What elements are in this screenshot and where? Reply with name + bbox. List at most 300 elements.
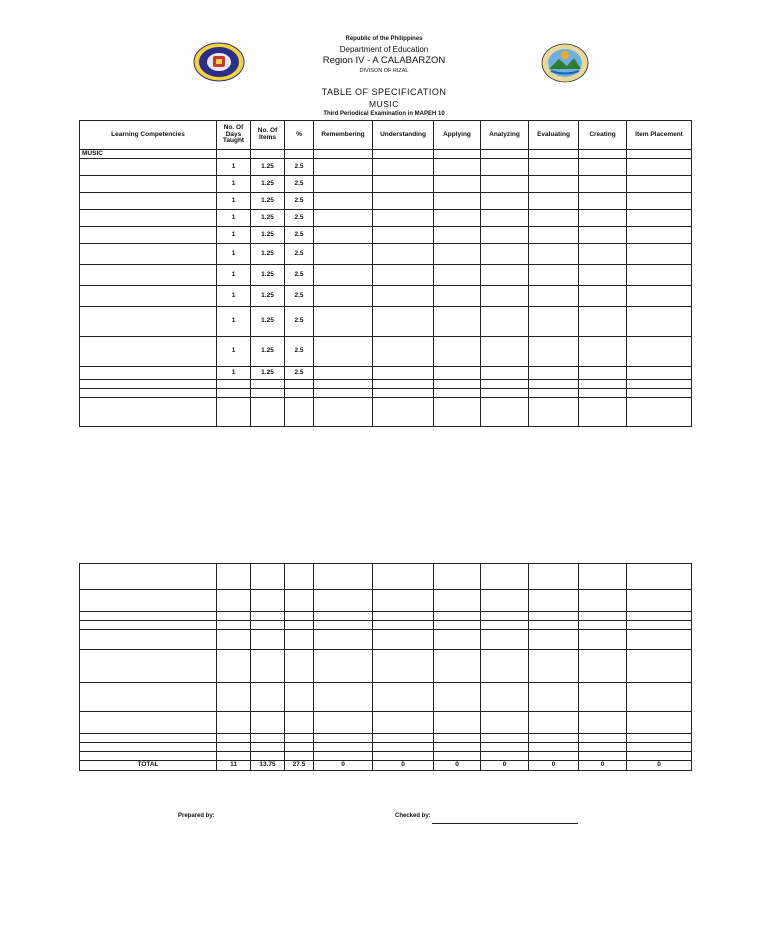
table-cell [314, 367, 373, 380]
table-row [80, 621, 692, 630]
total-cell: 11 [217, 761, 251, 771]
table-cell [529, 590, 579, 612]
table-cell: 1.25 [251, 193, 285, 210]
table-cell [434, 244, 481, 265]
table-cell [481, 244, 529, 265]
table-cell [529, 244, 579, 265]
column-header: Creating [579, 121, 627, 150]
table-cell [529, 380, 579, 389]
table-cell [80, 193, 217, 210]
table-cell [373, 286, 434, 307]
table-cell: 2.5 [285, 244, 314, 265]
table-cell [373, 193, 434, 210]
table-row [80, 193, 692, 210]
table-cell [314, 176, 373, 193]
table-cell: 1 [217, 210, 251, 227]
table-cell [217, 398, 251, 427]
column-header: Evaluating [529, 121, 579, 150]
table-cell: 2.5 [285, 337, 314, 367]
table-row [80, 337, 692, 367]
checked-by-signature-line [432, 823, 578, 824]
table-cell [314, 307, 373, 337]
table-row [80, 265, 692, 286]
table-cell: 1.25 [251, 227, 285, 244]
column-header: Applying [434, 121, 481, 150]
table-cell [314, 265, 373, 286]
table-cell [373, 244, 434, 265]
table-cell [627, 265, 692, 286]
table-cell [579, 380, 627, 389]
table-cell [579, 307, 627, 337]
table-cell [217, 752, 251, 761]
table-cell [481, 621, 529, 630]
table-cell [579, 265, 627, 286]
table-cell: 2.5 [285, 159, 314, 176]
table-cell [579, 743, 627, 752]
table-cell: 1 [217, 244, 251, 265]
table-row [80, 650, 692, 683]
table-row [80, 712, 692, 734]
table-cell [217, 150, 251, 159]
table-cell [627, 612, 692, 621]
table-cell [529, 193, 579, 210]
rizal-division-seal-icon [541, 43, 589, 83]
table-cell [80, 564, 217, 590]
table-cell [579, 176, 627, 193]
table-cell [373, 683, 434, 712]
table-cell [434, 227, 481, 244]
table-cell [217, 590, 251, 612]
table-cell [627, 398, 692, 427]
table-cell [481, 210, 529, 227]
total-cell: 0 [627, 761, 692, 771]
table-cell [434, 630, 481, 650]
table-cell [434, 265, 481, 286]
table-cell [529, 743, 579, 752]
table-cell [285, 612, 314, 621]
table-cell [627, 683, 692, 712]
table-cell [251, 683, 285, 712]
table-cell [529, 210, 579, 227]
table-row [80, 683, 692, 712]
table-cell [579, 734, 627, 743]
table-cell: 1 [217, 265, 251, 286]
table-cell [529, 621, 579, 630]
table-cell [373, 337, 434, 367]
table-cell [481, 734, 529, 743]
table-cell [627, 712, 692, 734]
table-row [80, 210, 692, 227]
column-header: Analyzing [481, 121, 529, 150]
table-cell [481, 389, 529, 398]
table-cell [579, 650, 627, 683]
table-cell [579, 590, 627, 612]
table-cell [373, 159, 434, 176]
table-cell: 1 [217, 367, 251, 380]
table-cell [627, 159, 692, 176]
table-cell [314, 564, 373, 590]
table-cell [627, 650, 692, 683]
table-cell [80, 227, 217, 244]
table-cell [627, 367, 692, 380]
table-cell [80, 159, 217, 176]
table-cell [373, 265, 434, 286]
table-cell [251, 650, 285, 683]
table-cell [434, 286, 481, 307]
table-cell [285, 398, 314, 427]
table-cell [285, 743, 314, 752]
table-row [80, 159, 692, 176]
table-cell [314, 389, 373, 398]
table-cell [373, 380, 434, 389]
table-cell [434, 564, 481, 590]
checked-by-label: Checked by: [395, 813, 431, 819]
table-cell [80, 265, 217, 286]
table-cell [627, 150, 692, 159]
table-cell: 1 [217, 307, 251, 337]
table-cell [481, 286, 529, 307]
column-header: % [285, 121, 314, 150]
table-cell [373, 227, 434, 244]
table-cell: 2.5 [285, 193, 314, 210]
table-cell [314, 630, 373, 650]
table-cell [80, 367, 217, 380]
table-cell [434, 398, 481, 427]
deped-seal-icon [193, 42, 245, 82]
table-cell [373, 752, 434, 761]
table-cell [434, 159, 481, 176]
table-cell: 1.25 [251, 367, 285, 380]
table-cell [80, 307, 217, 337]
total-cell: 0 [373, 761, 434, 771]
table-cell [481, 650, 529, 683]
column-header: Understanding [373, 121, 434, 150]
table-cell [434, 621, 481, 630]
section-row [80, 150, 692, 159]
table-cell [434, 337, 481, 367]
table-row [80, 612, 692, 621]
table-cell [481, 752, 529, 761]
table-cell [373, 367, 434, 380]
table-cell [251, 621, 285, 630]
table-cell [314, 752, 373, 761]
table-cell [285, 650, 314, 683]
table-cell [434, 389, 481, 398]
total-cell: 27.5 [285, 761, 314, 771]
table-cell [285, 734, 314, 743]
table-cell [481, 227, 529, 244]
table-cell [481, 193, 529, 210]
table-cell [434, 712, 481, 734]
table-cell [285, 683, 314, 712]
table-cell: 1 [217, 193, 251, 210]
table-cell: 2.5 [285, 227, 314, 244]
table-cell [579, 389, 627, 398]
republic-text: Republic of the Philippines [345, 36, 423, 42]
prepared-by-label: Prepared by: [178, 813, 215, 819]
division-text: DIVISON OF RIZAL [359, 68, 409, 74]
table-cell [314, 590, 373, 612]
table-cell: 1.25 [251, 176, 285, 193]
table-cell [285, 150, 314, 159]
table-cell [80, 612, 217, 621]
table-cell [217, 564, 251, 590]
table-cell [314, 612, 373, 621]
header-row [80, 121, 692, 150]
table-cell [373, 630, 434, 650]
table-cell [434, 380, 481, 389]
total-cell: 13.75 [251, 761, 285, 771]
table-cell [373, 307, 434, 337]
table-cell: 1.25 [251, 244, 285, 265]
table-cell [80, 380, 217, 389]
total-cell: 0 [481, 761, 529, 771]
table-cell [627, 564, 692, 590]
table-cell [285, 630, 314, 650]
table-cell [314, 743, 373, 752]
table-cell [251, 564, 285, 590]
table-cell [627, 389, 692, 398]
table-cell [579, 752, 627, 761]
table-cell [314, 650, 373, 683]
table-cell [529, 176, 579, 193]
table-cell [529, 286, 579, 307]
table-cell [579, 564, 627, 590]
table-cell [373, 590, 434, 612]
table-cell [217, 734, 251, 743]
table-cell [80, 244, 217, 265]
table-cell: 2.5 [285, 265, 314, 286]
table-cell [80, 176, 217, 193]
table-row [80, 380, 692, 389]
table-cell [529, 734, 579, 743]
table-cell [529, 612, 579, 621]
table-cell [80, 752, 217, 761]
table-cell [217, 621, 251, 630]
table-cell [373, 389, 434, 398]
table-cell [481, 307, 529, 337]
table-cell [251, 752, 285, 761]
table-cell: 1.25 [251, 159, 285, 176]
table-cell [217, 612, 251, 621]
table-cell [314, 193, 373, 210]
table-cell [251, 398, 285, 427]
table-cell [627, 227, 692, 244]
table-row [80, 307, 692, 337]
table-cell [314, 286, 373, 307]
total-cell: 0 [314, 761, 373, 771]
subject-title: MUSIC [369, 99, 399, 109]
table-cell [529, 159, 579, 176]
table-row [80, 752, 692, 761]
table-cell [579, 210, 627, 227]
table-cell [80, 286, 217, 307]
table-cell [579, 337, 627, 367]
table-cell [579, 227, 627, 244]
table-cell [529, 227, 579, 244]
table-cell [481, 380, 529, 389]
table-cell [80, 621, 217, 630]
table-cell [314, 398, 373, 427]
table-cell [434, 307, 481, 337]
table-cell [529, 650, 579, 683]
table-cell [627, 286, 692, 307]
section-label: MUSIC [80, 150, 217, 159]
table-cell [627, 210, 692, 227]
table-cell [434, 590, 481, 612]
column-header: Item Placement [627, 121, 692, 150]
table-cell [80, 337, 217, 367]
table-cell [373, 176, 434, 193]
region-text: Region IV - A CALABARZON [322, 55, 446, 66]
table-cell [251, 630, 285, 650]
table-cell [481, 612, 529, 621]
table-cell [217, 630, 251, 650]
table-cell [529, 367, 579, 380]
table-cell [373, 612, 434, 621]
department-text: Department of Education [339, 45, 429, 54]
table-cell [434, 734, 481, 743]
table-cell [434, 683, 481, 712]
table-cell [481, 367, 529, 380]
table-cell [627, 244, 692, 265]
table-cell: 2.5 [285, 307, 314, 337]
table-cell [285, 380, 314, 389]
table-cell [579, 193, 627, 210]
table-cell [481, 337, 529, 367]
table-cell [529, 337, 579, 367]
table-cell: 2.5 [285, 210, 314, 227]
table-cell [529, 150, 579, 159]
table-cell [373, 150, 434, 159]
table-cell [579, 398, 627, 427]
table-cell [80, 734, 217, 743]
table-cell [80, 650, 217, 683]
table-cell: 1.25 [251, 307, 285, 337]
table-cell [314, 210, 373, 227]
table-cell: 1 [217, 159, 251, 176]
table-cell [251, 590, 285, 612]
table-cell [373, 712, 434, 734]
table-cell [529, 712, 579, 734]
table-cell [217, 380, 251, 389]
table-cell [314, 683, 373, 712]
total-row [80, 761, 692, 771]
table-cell [481, 564, 529, 590]
table-cell [217, 743, 251, 752]
table-cell [80, 210, 217, 227]
specification-table [79, 120, 692, 427]
table-cell [285, 712, 314, 734]
table-cell: 1 [217, 286, 251, 307]
table-cell [314, 380, 373, 389]
table-cell [627, 743, 692, 752]
column-header: Learning Competencies [80, 121, 217, 150]
total-cell: 0 [529, 761, 579, 771]
table-cell [529, 398, 579, 427]
table-cell [627, 380, 692, 389]
table-row [80, 734, 692, 743]
column-header: Remembering [314, 121, 373, 150]
table-cell [80, 630, 217, 650]
table-cell [627, 337, 692, 367]
document-title: TABLE OF SPECIFICATION [321, 87, 447, 97]
table-cell [481, 712, 529, 734]
table-cell [80, 743, 217, 752]
exam-title: Third Periodical Examination in MAPEH 10 [323, 111, 445, 117]
table-cell [579, 683, 627, 712]
table-cell [481, 159, 529, 176]
table-cell [80, 712, 217, 734]
specification-table-continued [79, 563, 692, 771]
table-cell [314, 621, 373, 630]
table-cell [434, 193, 481, 210]
table-cell [627, 752, 692, 761]
table-cell [251, 389, 285, 398]
table-cell [285, 389, 314, 398]
table-row [80, 367, 692, 380]
table-cell [627, 307, 692, 337]
table-row [80, 630, 692, 650]
table-cell [373, 398, 434, 427]
table-cell [529, 752, 579, 761]
table-cell [251, 150, 285, 159]
table-row [80, 227, 692, 244]
table-cell: 1 [217, 337, 251, 367]
table-cell [314, 712, 373, 734]
table-cell [434, 150, 481, 159]
table-cell [314, 734, 373, 743]
table-row [80, 743, 692, 752]
table-cell [285, 621, 314, 630]
table-cell [579, 612, 627, 621]
table-cell [529, 307, 579, 337]
table-cell [314, 244, 373, 265]
total-cell: 0 [434, 761, 481, 771]
table-cell [627, 621, 692, 630]
table-row [80, 286, 692, 307]
table-cell: 1 [217, 227, 251, 244]
table-cell [627, 734, 692, 743]
table-cell [373, 743, 434, 752]
table-cell: 2.5 [285, 367, 314, 380]
table-cell [285, 590, 314, 612]
table-cell: 1.25 [251, 210, 285, 227]
table-cell [529, 683, 579, 712]
table-cell [373, 210, 434, 227]
table-cell [434, 752, 481, 761]
table-row [80, 564, 692, 590]
table-cell [217, 712, 251, 734]
table-cell [579, 244, 627, 265]
table-cell [579, 712, 627, 734]
table-row [80, 398, 692, 427]
table-cell [314, 159, 373, 176]
table-cell [80, 389, 217, 398]
table-cell [251, 712, 285, 734]
table-cell: 1.25 [251, 286, 285, 307]
table-cell [434, 210, 481, 227]
table-cell [627, 176, 692, 193]
table-cell [251, 734, 285, 743]
table-cell [373, 734, 434, 743]
table-cell [285, 564, 314, 590]
table-cell [285, 752, 314, 761]
table-row [80, 176, 692, 193]
table-cell [217, 683, 251, 712]
table-cell [579, 367, 627, 380]
table-cell [373, 650, 434, 683]
